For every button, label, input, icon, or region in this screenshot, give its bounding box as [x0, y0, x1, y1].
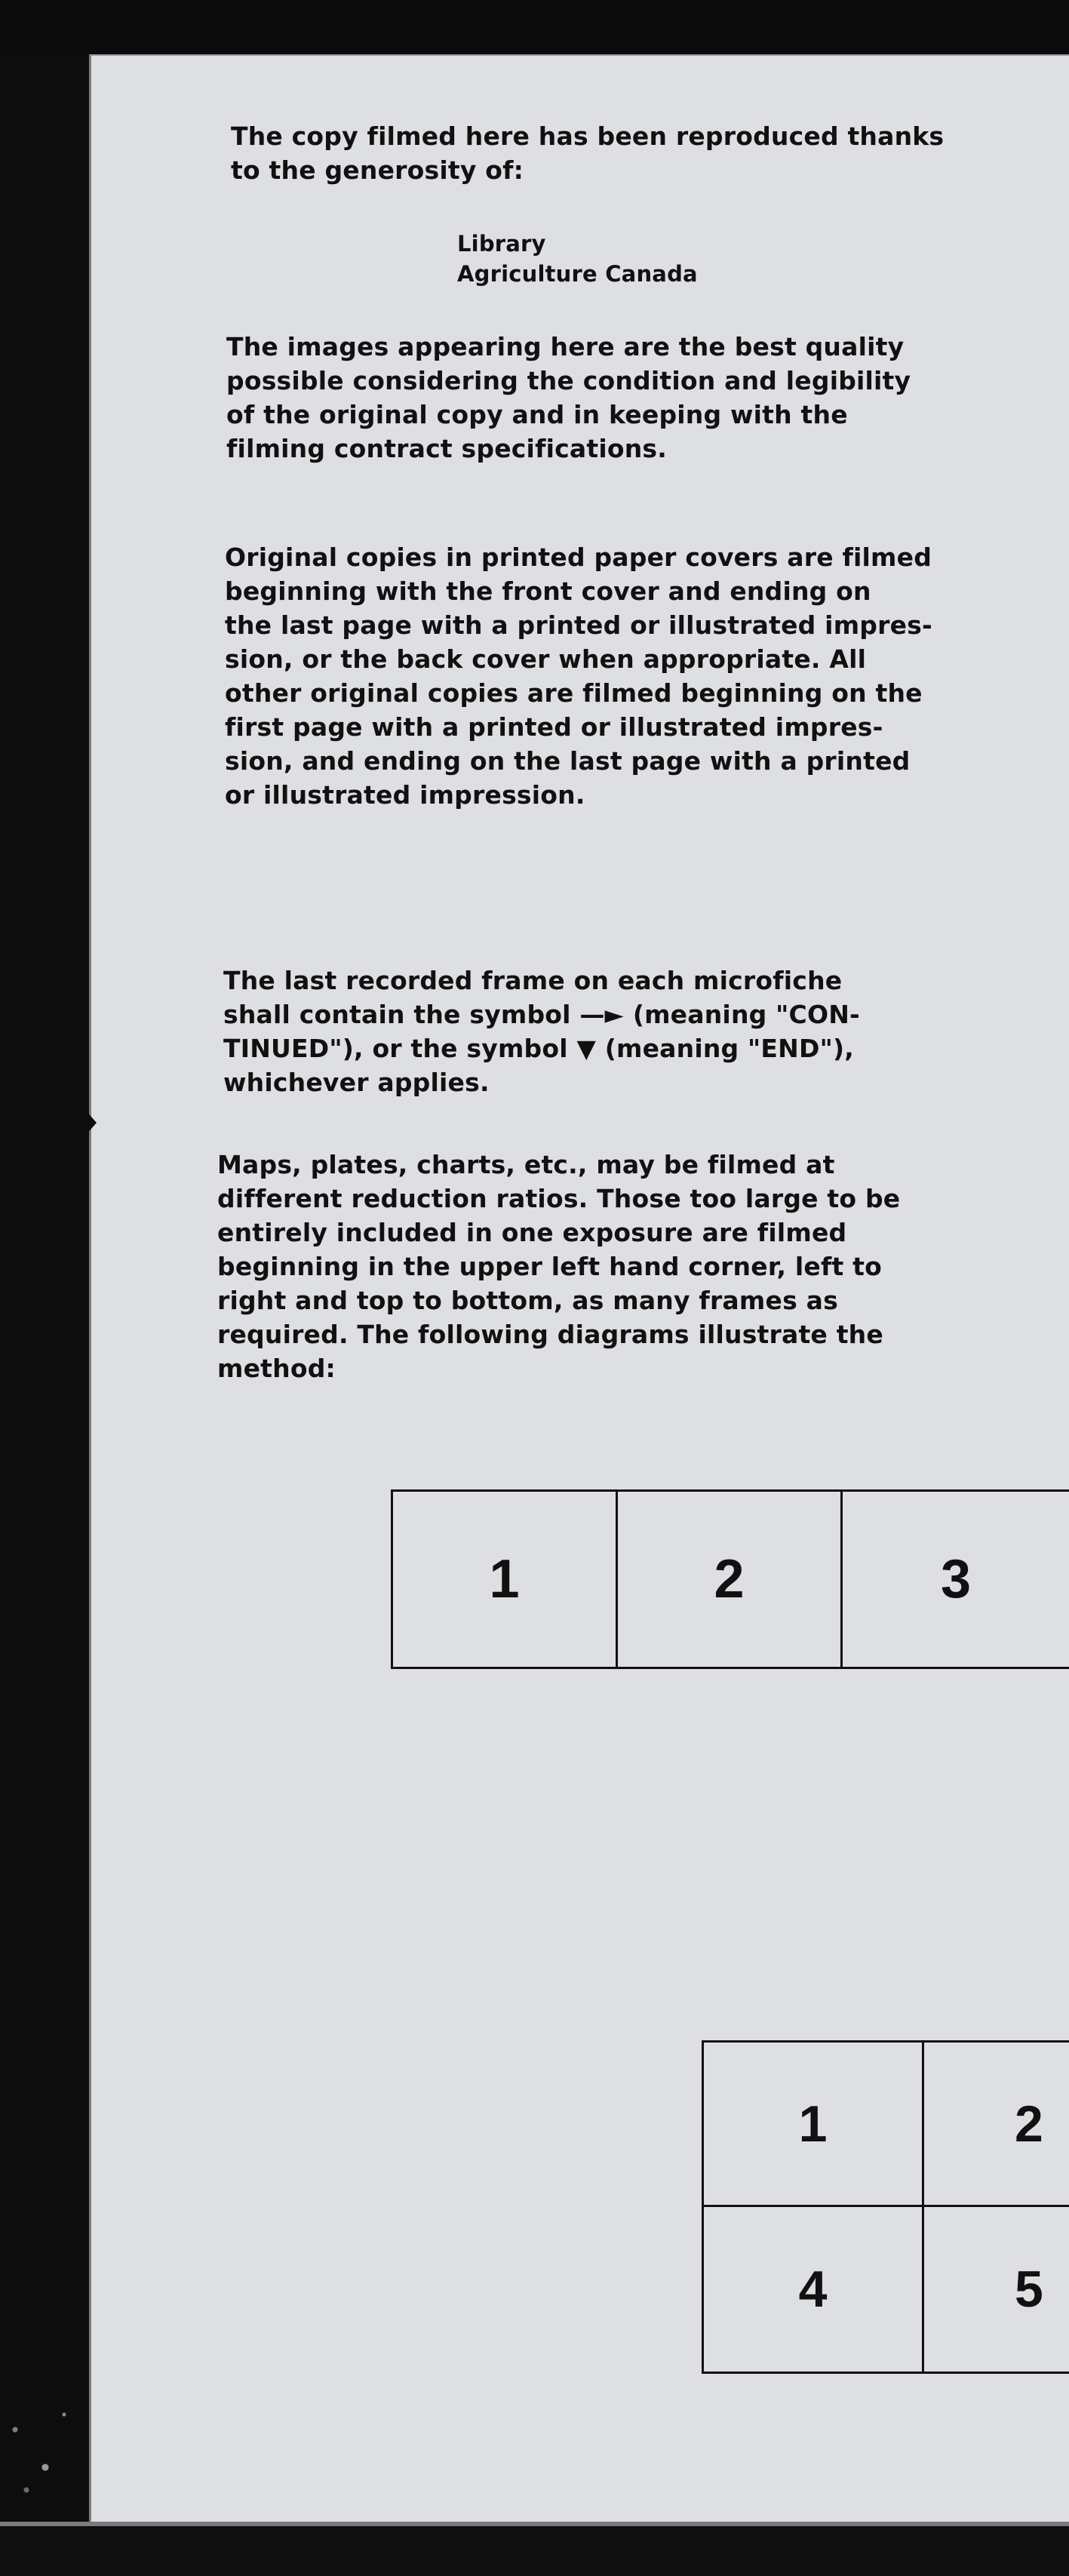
scan-top-edge	[0, 0, 1069, 54]
maps-paragraph: Maps, plates, charts, etc., may be filmed at different reduction ratios. Those too large to be entirely included in one exposure are filmed beginning in the upper left hand corner, left to right and top to bottom, as many frames as required. The following diagrams illustrate the method:	[217, 1150, 901, 1383]
scan-noise	[0, 2399, 83, 2520]
quality-paragraph: The images appearing here are the best quality possible considering the condition and legibility of the original copy and in keeping with the filming contract specifications.	[226, 332, 911, 463]
binding-notch	[84, 1109, 97, 1136]
frame-cell: 3	[843, 1492, 1069, 1667]
library-credit: Library Agriculture Canada	[457, 231, 698, 287]
frame-sequence-row	[391, 1489, 1069, 1669]
frame-cell: 1	[393, 1492, 618, 1667]
intro-paragraph: The copy filmed here has been reproduced thanks to the generosity of:	[231, 121, 945, 185]
original-copies-paragraph: Original copies in printed paper covers are filmed beginning with the front cover and ending on the last page with a printed or illustrated impres- sion, or the back cover when appropriate. All other original copies are filmed beginning on the first page with a printed or illustrated impres- sion, and ending on the last page with a printed or illustrated impression.	[225, 543, 932, 810]
frame-cell: 2	[924, 2043, 1069, 2207]
last-frame-paragraph: The last recorded frame on each microfiche shall contain the symbol —► (meaning "CON- TINUED"), or the symbol ▼ (meaning "END"), whichever applies.	[223, 966, 860, 1097]
frame-cell: 4	[704, 2207, 924, 2372]
frame-sequence-grid	[702, 2040, 1069, 2374]
frame-cell: 5	[1015, 2261, 1043, 2318]
scan-bottom-edge	[0, 2522, 1069, 2576]
frame-cell: 1	[704, 2043, 924, 2207]
frame-cell: 2	[618, 1492, 843, 1667]
